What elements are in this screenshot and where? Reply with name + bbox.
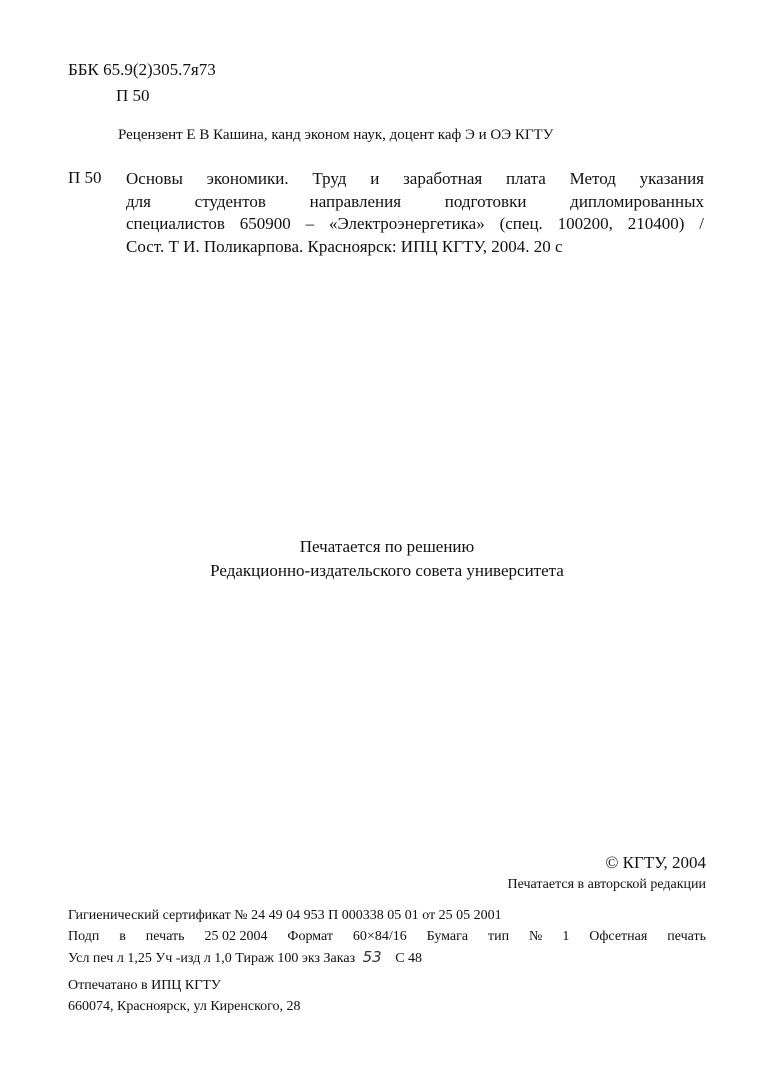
print-detail: № (529, 929, 543, 944)
entry-line: Основы экономики. Труд и заработная плата Метод указания (126, 169, 704, 188)
approval-line-2: Редакционно-издательского совета университета (210, 561, 564, 580)
volume-prefix: Усл печ л 1,25 Уч -изд л 1,0 Тираж 100 экз Заказ (68, 951, 356, 966)
author-mark: П 50 (116, 86, 150, 105)
entry-author-mark: П 50 (68, 168, 102, 187)
printer-address: 660074, Красноярск, ул Киренского, 28 (68, 999, 301, 1014)
print-detail: 25 02 2004 (204, 929, 268, 944)
bibliographic-entry (126, 168, 704, 258)
bbk-classification: ББК 65.9(2)305.7я73 (68, 60, 216, 79)
volume-suffix: С 48 (395, 951, 423, 966)
print-detail: в (119, 929, 126, 944)
copyright: © КГТУ, 2004 (605, 853, 706, 872)
print-detail: 60×84/16 (352, 929, 407, 944)
print-detail: Формат (287, 929, 333, 944)
print-detail: печать (145, 929, 185, 944)
hygiene-certificate: Гигиенический сертификат № 24 49 04 953 П 000338 05 01 от 25 05 2001 (68, 908, 502, 923)
entry-line: специалистов 650900 – «Электроэнергетика» (спец. 100200, 210400) / (126, 214, 704, 233)
volume-line (68, 947, 706, 969)
print-detail: тип (488, 929, 510, 944)
reviewer-line: Рецензент Е В Кашина, канд эконом наук, доцент каф Э и ОЭ КГТУ (118, 127, 554, 143)
print-detail: 1 (562, 929, 570, 944)
order-number-handwritten: 53 (362, 948, 382, 966)
imprint-block (68, 905, 706, 1017)
print-detail: печать (667, 929, 706, 944)
print-detail: Бумага (426, 929, 469, 944)
author-edition-note: Печатается в авторской редакции (507, 877, 706, 892)
print-details-line (68, 926, 706, 947)
entry-line: для студентов направления подготовки дипломированных (126, 191, 704, 211)
print-detail: Офсетная (589, 929, 648, 944)
approval-line-1: Печатается по решению (299, 537, 475, 556)
entry-line-last: Сост. Т И. Поликарпова. Красноярск: ИПЦ КГТУ, 2004. 20 с (126, 236, 563, 256)
printed-at: Отпечатано в ИПЦ КГТУ (68, 978, 221, 993)
approval-note (0, 535, 774, 583)
print-detail: Подп (68, 929, 100, 944)
